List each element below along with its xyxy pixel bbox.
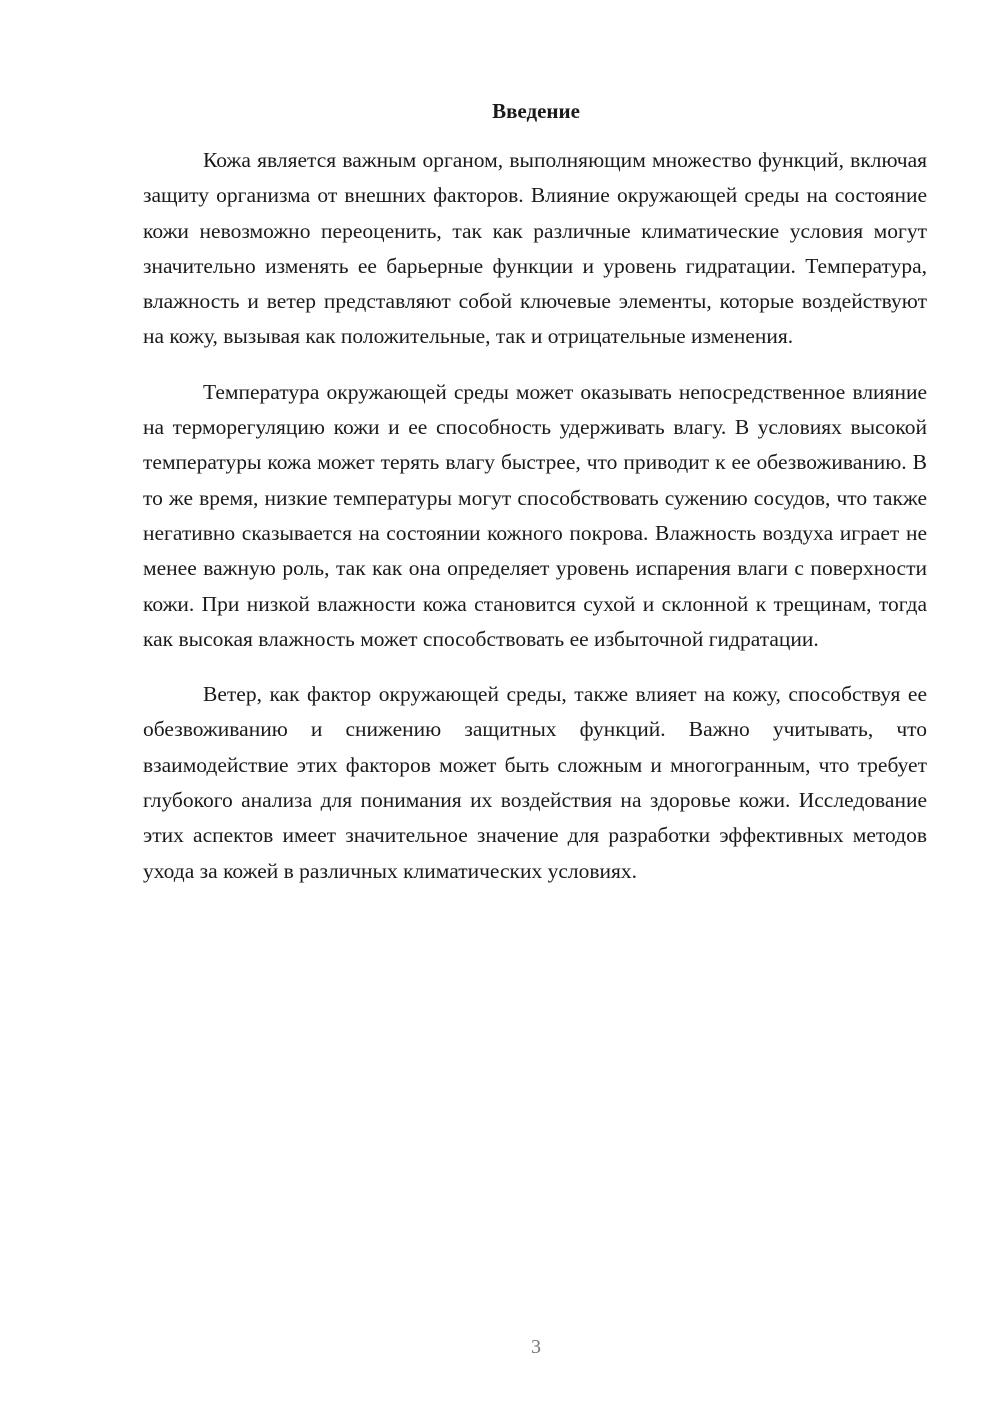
paragraph-3: Ветер, как фактор окружающей среды, также влияет на кожу, способствуя ее обезвоживанию и снижению защитных функций. Важно учитывать, что взаимодействие этих факторов может быть сложным и многогранным, что требует глубокого анализа для понимания их воздействия на здоровье кожи. Исследование этих аспектов имеет значительное значение для разработки эффективных методов ухода за кожей в различных климатических условиях.	[143, 682, 927, 883]
page-number: 3	[531, 1336, 541, 1358]
section-heading: Введение	[492, 99, 580, 123]
paragraph-1: Кожа является важным органом, выполняющим множество функций, включая защиту организма от внешних факторов. Влияние окружающей среды на состояние кожи невозможно переоценить, так как различные климатические условия могут значительно изменять ее барьерные функции и уровень гидратации. Температура, влажность и ветер представляют собой ключевые элементы, которые воздействуют на кожу, вызывая как положительные, так и отрицательные изменения.	[143, 148, 927, 349]
body-text	[143, 143, 927, 909]
paragraph-2: Температура окружающей среды может оказывать непосредственное влияние на терморегуляцию кожи и ее способность удерживать влагу. В условиях высокой температуры кожа может терять влагу быстрее, что приводит к ее обезвоживанию. В то же время, низкие температуры могут способствовать сужению сосудов, что также негативно сказывается на состоянии кожного покрова. Влажность воздуха играет не менее важную роль, так как она определяет уровень испарения влаги с поверхности кожи. При низкой влажности кожа становится сухой и склонной к трещинам, тогда как высокая влажность может способствовать ее избыточной гидратации.	[143, 379, 927, 651]
